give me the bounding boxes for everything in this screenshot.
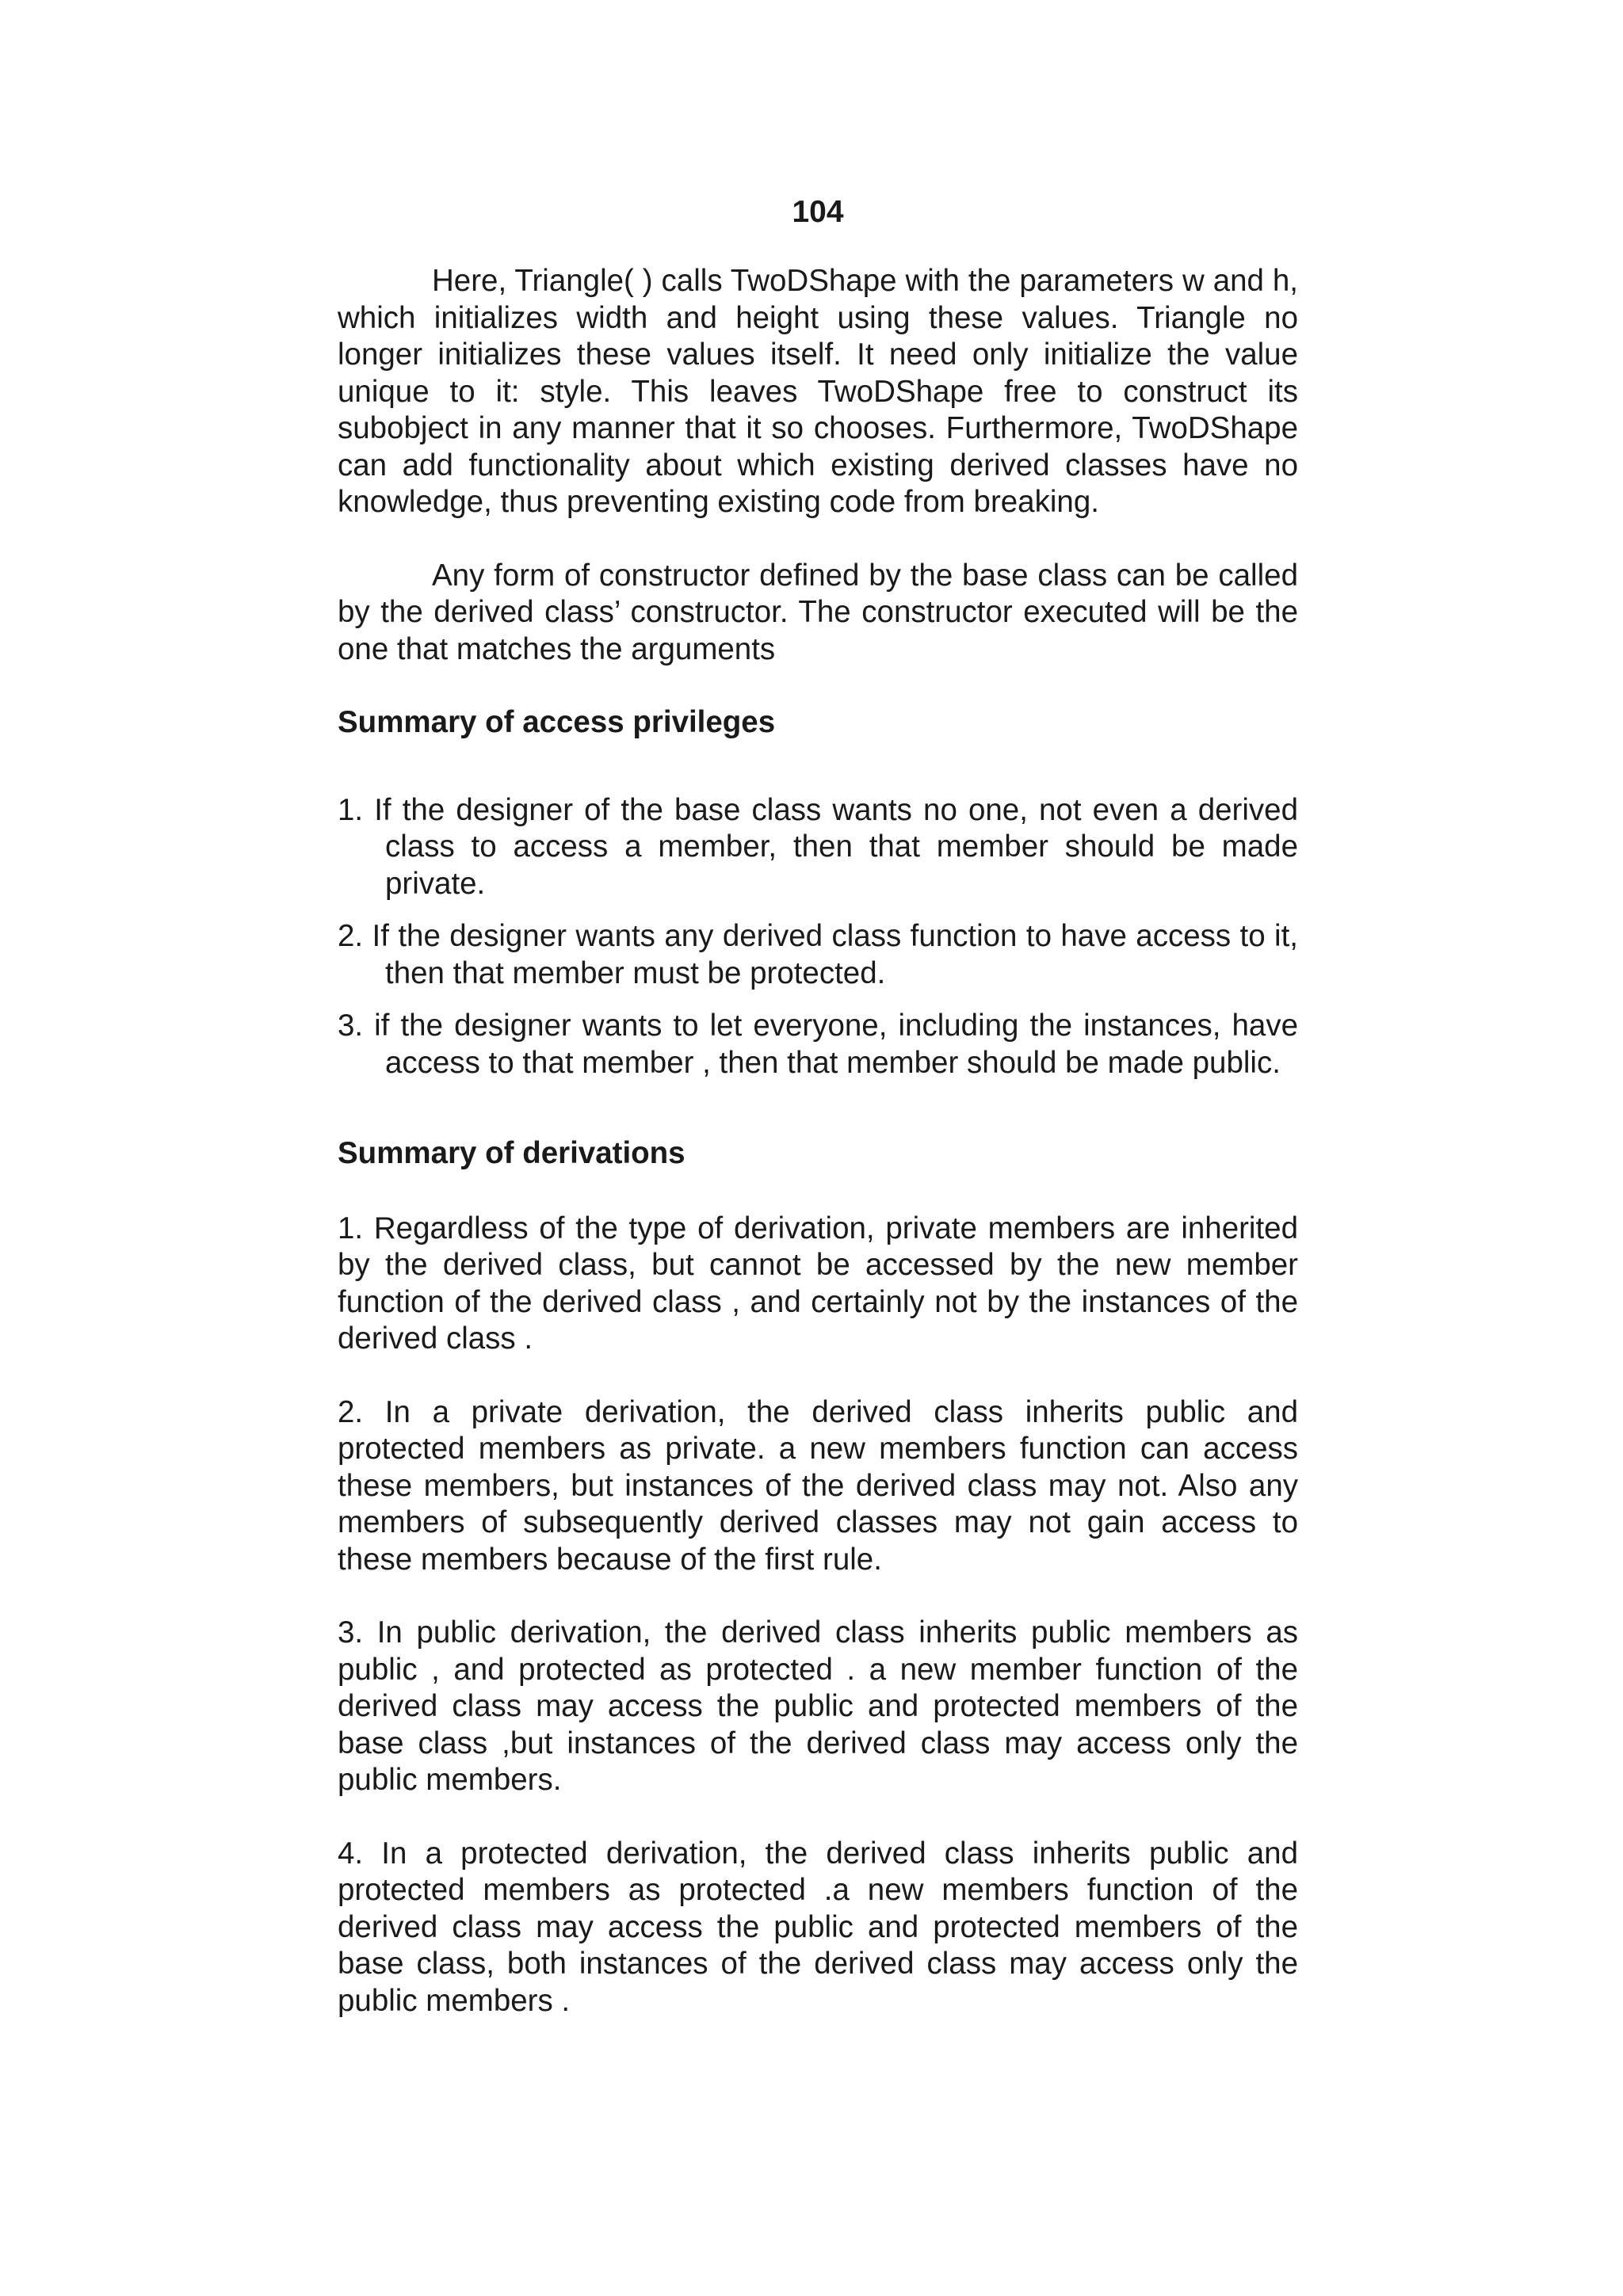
list-item: 1. If the designer of the base class wants no one, not even a derived class to access a member, then that member should be made private. [338, 792, 1298, 901]
page-number: 104 [792, 195, 844, 229]
derivation-rule-2: 2. In a private derivation, the derived class inherits public and protected members as private. a new members function can access these members, but instances of the derived class may not. Also any members of subsequently derived classes may not gain access to these members because of the first rule. [338, 1394, 1298, 1577]
access-privileges-list [338, 792, 1298, 1082]
derivation-rule-1: 1. Regardless of the type of derivation, private members are inherited by the derived class, but cannot be accessed by the new member function of the derived class , and certainly not by the instances of the derived class . [338, 1211, 1298, 1356]
list-item: 3. if the designer wants to let everyone, including the instances, have access to that member , then that member should be made public. [338, 1009, 1298, 1080]
paragraph-base-constructor: Any form of constructor defined by the base class can be called by the derived class’ constructor. The constructor executed will be the one that matches the arguments [338, 558, 1298, 666]
heading-access-privileges: Summary of access privileges [338, 705, 776, 739]
heading-derivations: Summary of derivations [338, 1136, 685, 1170]
derivation-rule-4: 4. In a protected derivation, the derived class inherits public and protected members as protected .a new members function of the derived class may access the public and protected members of the base class, both instances of the derived class may access only the public members . [338, 1836, 1298, 2018]
paragraph-triangle-constructor: Here, Triangle( ) calls TwoDShape with the parameters w and h, which initializes width and height using these values. Triangle no longer initializes these values itself. It need only initialize the value unique to it: style. This leaves TwoDShape free to construct its subobject in any manner that it so chooses. Furthermore, TwoDShape can add functionality about which existing derived classes have no knowledge, thus preventing existing code from breaking. [338, 264, 1298, 519]
document-page [338, 193, 1298, 2019]
derivation-rule-3: 3. In public derivation, the derived class inherits public members as public , and protected as protected . a new member function of the derived class may access the public and protected members of the base class ,but instances of the derived class may access only the public members. [338, 1615, 1298, 1797]
list-item: 2. If the designer wants any derived class function to have access to it, then that member must be protected. [338, 919, 1298, 990]
